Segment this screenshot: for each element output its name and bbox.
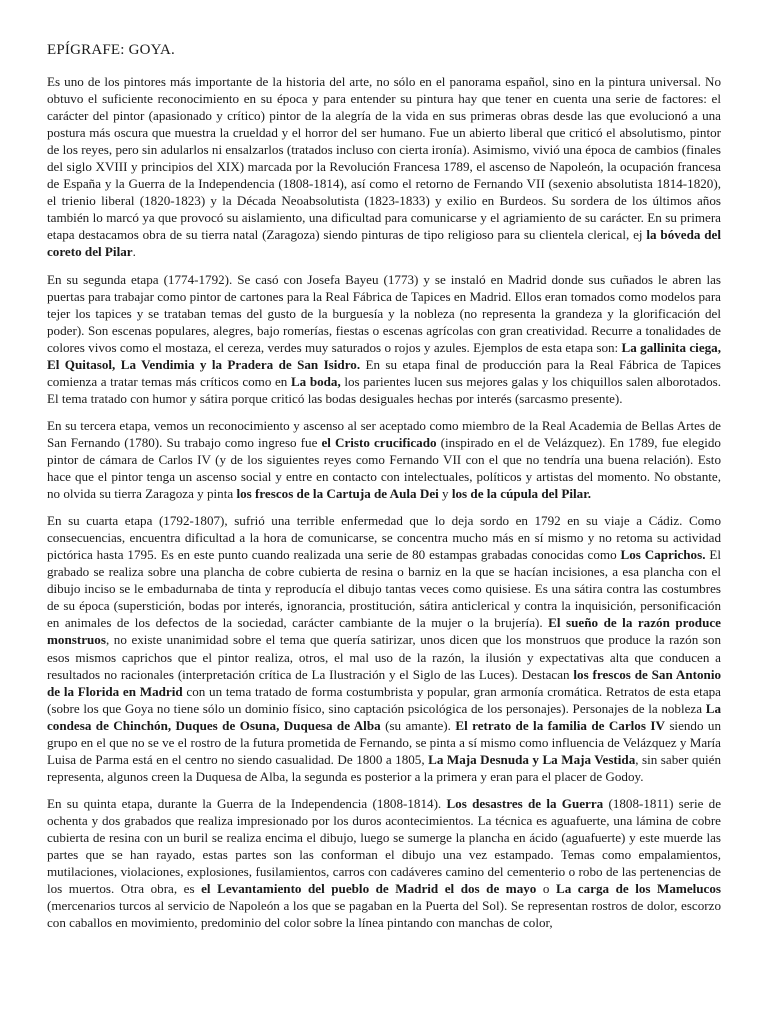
bold-text-run: Los Caprichos. — [620, 547, 706, 563]
paragraph-segunda-etapa — [47, 271, 721, 407]
bold-text-run: el Levantamiento del pueblo de Madrid el dos de mayo — [201, 881, 537, 897]
bold-text-run: Los desastres de la Guerra — [446, 795, 604, 811]
document-title: EPÍGRAFE: GOYA. — [47, 42, 176, 58]
text-run: (inspirado en el de Velázquez). En 1789, fue elegido pintor de cámara de Carlos IV (y de los siguientes reyes como Fernando VII con el que no tendría una buena relación). Esto hace que el pintor tenga un ascenso social y entre en contacto con intelectuales, políticos y artistas del momento. No obstante, no olvida su tierra Zaragoza y pinta — [47, 434, 721, 502]
text-run: El grabado se realiza sobre una plancha de cobre cubierta de resina o barniz en la que se hacían incisiones, a esa plancha con el dibujo inciso se le embadurnaba de tinta y reproducía el dibujo tantas veces como quisiese. Es una sátira contra las costumbres de su época (superstición, bodas por interés, ignorancia, prostitución, sátira anticlerical y contra la inquisición, personificación en animales de los defectos de la sociedad, carácter cambiante de la mujer o la brujería). — [47, 547, 721, 631]
text-run: los parientes lucen sus mejores galas y los chiquillos salen alborotados. El tema tratado con humor y sátira porque criticó las bodas desiguales hechas por interés (sarcasmo presente). — [47, 373, 721, 406]
text-run: (1808-1811) serie de ochenta y dos grabados que realiza impresionado por los duros acontecimientos. La técnica es aguafuerte, una lámina de cobre cubierta de resina con un buril se realiza encima el dibujo, luego se sumerge la plancha en ácido (aguafuerte) y este muerde las partes que se han rayado, estas partes son las conforman el dibujo una vez estampado. Temas como empalamientos, mutilaciones, violaciones, explosiones, fusilamientos, carros con cadáveres camino del cementerio o robo de las pertenencias de los muertos. Otra obra, es — [47, 795, 722, 897]
text-run: En su quinta etapa, durante la Guerra de la Independencia (1808-1814). — [47, 795, 447, 811]
text-run: con un tema tratado de forma costumbrista y popular, gran armonía cromática. Retratos de esta etapa (sobre los que Goya no tiene sólo un dominio físico, sino captación psicológica de los personajes). Personajes de la nobleza — [47, 683, 721, 716]
paragraph-tercera-etapa — [47, 417, 721, 502]
bold-text-run: El retrato de la familia de Carlos IV — [455, 717, 665, 733]
paragraph-cuarta-etapa — [47, 512, 721, 785]
bold-text-run: los frescos de la Cartuja de Aula Dei — [236, 486, 439, 502]
bold-text-run: La condesa de Chinchón, Duques de Osuna, Duquesa de Alba — [47, 700, 721, 733]
text-run: En su segunda etapa (1774-1792). Se casó con Josefa Bayeu (1773) y se instaló en Madrid donde sus cuñados le abren las puertas para trabajar como pintor de cartones para la Real Fábrica de Tapices en Madrid. Ellos eran tomados como modelos para tejer los tapices y se trataban temas del gusto de la burguesía y la nobleza (no representa la grandeza y la glorificación del poder). Son escenas populares, alegres, bajo romerías, fiestas o escenas agrícolas con gran creatividad. Recurre a tonalidades de colores vivos como el mostaza, el cereza, verdes muy saturados o rojos y azules. Ejemplos de esta etapa son: — [47, 271, 721, 355]
text-run: (su amante). — [380, 717, 456, 733]
paragraph-quinta-etapa — [47, 795, 721, 931]
text-run: o — [536, 881, 556, 897]
text-run: siendo un grupo en el que no se ve el rostro de la futura prometida de Fernando, se pinta a sí mismo como influencia de Velázquez y María Luisa de Parma está en el centro no siendo casualidad. De 1800 a 1805, — [47, 717, 722, 767]
bold-text-run: los de la cúpula del Pilar. — [451, 486, 592, 502]
bold-text-run: El sueño de la razón produce monstruos — [47, 615, 721, 648]
text-run: (mercenarios turcos al servicio de Napoleón a los que se pagaban en la Puerta del Sol). Se representan rostros de dolor, escorzo con caballos en movimiento, predominio del color sobre la línea pintando con manchas de color, — [47, 898, 721, 931]
text-run: , sin saber quién representa, algunos creen la Duquesa de Alba, la segunda es posterior a la primera y eran para el placer de Godoy. — [47, 751, 721, 784]
bold-text-run: La carga de los Mamelucos — [555, 881, 722, 897]
text-run: En su etapa final de producción para la Real Fábrica de Tapices comienza a tratar temas más críticos como en — [47, 356, 721, 389]
text-run: y — [438, 486, 452, 502]
bold-text-run: la bóveda del coreto del Pilar — [47, 227, 722, 260]
text-run: . — [132, 244, 136, 260]
text-run: Es uno de los pintores más importante de la historia del arte, no sólo en el panorama español, sino en la pintura universal. No obtuvo el suficiente reconocimiento en su época y para entender su pintura hay que tener en cuenta una serie de factores: el carácter del pintor (apasionado y crítico) pintor de la alegría de la vida en sus primeras obras desde las que evolucionó a una postura más oscura que muestra la crueldad y el horror del ser humano. Fue un abierto liberal que criticó el absolutismo, pintor de los reyes, pero sin adularlos ni ensalzarlos (tratados incluso con cierta ironía). Asimismo, vivió una época de cambios (finales del siglo XVIII y principios del XIX) marcada por la Revolución Francesa 1789, el ascenso de Napoleón, la ocupación francesa de España y la Guerra de la Independencia (1808-1814), así como el retorno de Fernando VII (sexenio absolutista 1814-1820), el trienio liberal (1820-1823) y la Década Neoabsolutista (1823-1833) y exilio en Burdeos. Su sordera de los últimos años también lo marcó ya que provocó su aislamiento, una dificultad para comunicarse y el agriamiento de su carácter. En su primera etapa destacamos obra de su tierra natal (Zaragoza) siendo pinturas de tipo religioso para su clientela clerical, ej — [47, 74, 721, 243]
bold-text-run: La Maja Desnuda y La Maja Vestida — [428, 751, 636, 767]
bold-text-run: La gallinita ciega, El Quitasol, La Vendimia y la Pradera de San Isidro. — [47, 339, 721, 372]
bold-text-run: los frescos de San Antonio de la Florida en Madrid — [47, 666, 722, 699]
document-page — [47, 40, 721, 941]
bold-text-run: el Cristo crucificado — [321, 434, 437, 450]
paragraph-intro — [47, 73, 721, 261]
text-run: En su cuarta etapa (1792-1807), sufrió una terrible enfermedad que lo deja sordo en 1792 en su viaje a Cádiz. Como consecuencias, encuentra dificultad a la hora de comunicarse, se concentra mucho más en sí mismo y no retoma su actividad pictórica hasta 1795. Es en este punto cuando realizada una serie de 80 estampas grabadas conocidas como — [47, 513, 721, 563]
text-run: En su tercera etapa, vemos un reconocimiento y ascenso al ser aceptado como miembro de la Real Academia de Bellas Artes de San Fernando (1780). Su trabajo como ingreso fue — [47, 417, 721, 450]
text-run: , no existe unanimidad sobre el tema que quería satirizar, unos dicen que los monstruos que produce la razón son esos mismos caprichos que el pintor realiza, otros, el mal uso de la razón, la ilusión y expectativas alta que conducen a resultados no racionales (interpretación crítica de La Ilustración y el Siglo de las Luces). Destacan — [47, 632, 721, 682]
bold-text-run: La boda, — [290, 373, 341, 389]
